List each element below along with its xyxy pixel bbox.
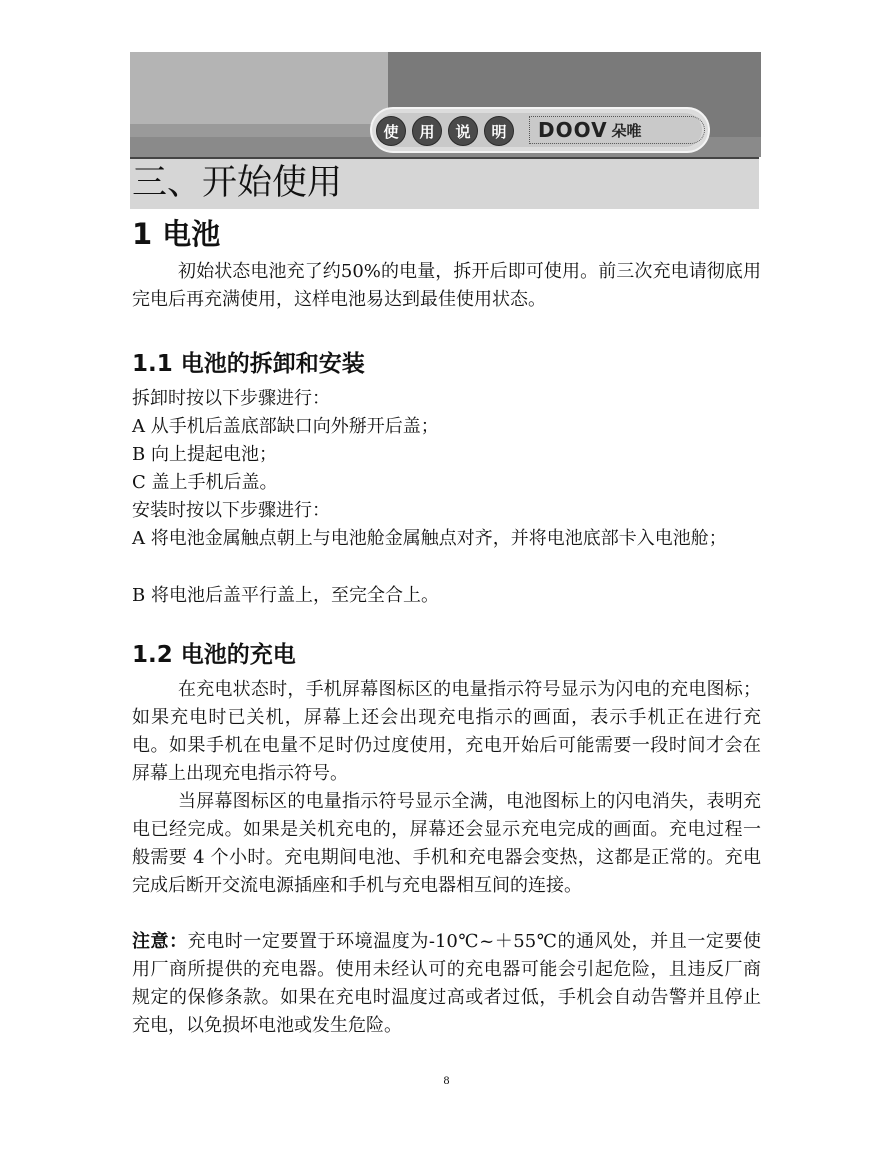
manual-tag: 明 (484, 116, 514, 146)
remove-step: B 向上提起电池； (132, 444, 277, 465)
banner-light-block (130, 52, 388, 124)
charging-note (132, 928, 761, 1040)
banner-mid-strip (130, 124, 388, 137)
header-banner (130, 52, 761, 157)
manual-tag: 用 (412, 116, 442, 146)
install-step: A 将电池金属触点朝上与电池舱金属触点对齐，并将电池底部卡入电池舱； (132, 528, 727, 549)
remove-step: A 从手机后盖底部缺口向外掰开后盖； (132, 416, 439, 437)
section-heading-charging: 1.2 电池的充电 (132, 642, 296, 668)
manual-tags (376, 116, 514, 146)
chapter-title: 三、开始使用 (132, 163, 343, 203)
manual-tag: 说 (448, 116, 478, 146)
brand-latin: DOOV (538, 118, 608, 142)
brand-logo (529, 116, 705, 144)
section-heading-battery: 1 电池 (132, 217, 221, 251)
manual-tag: 使 (376, 116, 406, 146)
charging-paragraph-2: 当屏幕图标区的电量指示符号显示全满，电池图标上的闪电消失，表明充电已经完成。如果是关机充电的，屏幕还会显示充电完成的画面。充电过程一般需要 4 个小时。充电期间电池、手机和充电器会变热，这都是正常的。充电完成后断开交流电源插座和手机与充电器相互间的连接。 (132, 791, 761, 896)
remove-step: C 盖上手机后盖。 (132, 472, 278, 493)
page-number: 8 (443, 1073, 450, 1087)
battery-intro-paragraph: 初始状态电池充了约50%的电量，拆开后即可使用。前三次充电请彻底用完电后再充满使用，这样电池易达到最佳使用状态。 (132, 261, 761, 310)
install-step: B 将电池后盖平行盖上，至完全合上。 (132, 585, 439, 606)
note-label: 注意： (132, 931, 188, 952)
charging-paragraph-1: 在充电状态时，手机屏幕图标区的电量指示符号显示为闪电的充电图标；如果充电时已关机，屏幕上还会出现充电指示的画面，表示手机正在进行充电。如果手机在电量不足时仍过度使用，充电开始后可能需要一段时间才会在屏幕上出现充电指示符号。 (132, 679, 761, 784)
section-heading-remove-install: 1.1 电池的拆卸和安装 (132, 351, 365, 377)
brand-chinese: 朵唯 (611, 121, 642, 140)
note-text: 充电时一定要置于环境温度为-10℃~＋55℃的通风处，并且一定要使用厂商所提供的充电器。使用未经认可的充电器可能会引起危险，且违反厂商规定的保修条款。如果在充电时温度过高或者过低，手机会自动告警并且停止充电，以免损坏电池或发生危险。 (132, 931, 761, 1036)
remove-intro: 拆卸时按以下步骤进行： (132, 388, 330, 409)
install-intro: 安装时按以下步骤进行： (132, 500, 330, 521)
